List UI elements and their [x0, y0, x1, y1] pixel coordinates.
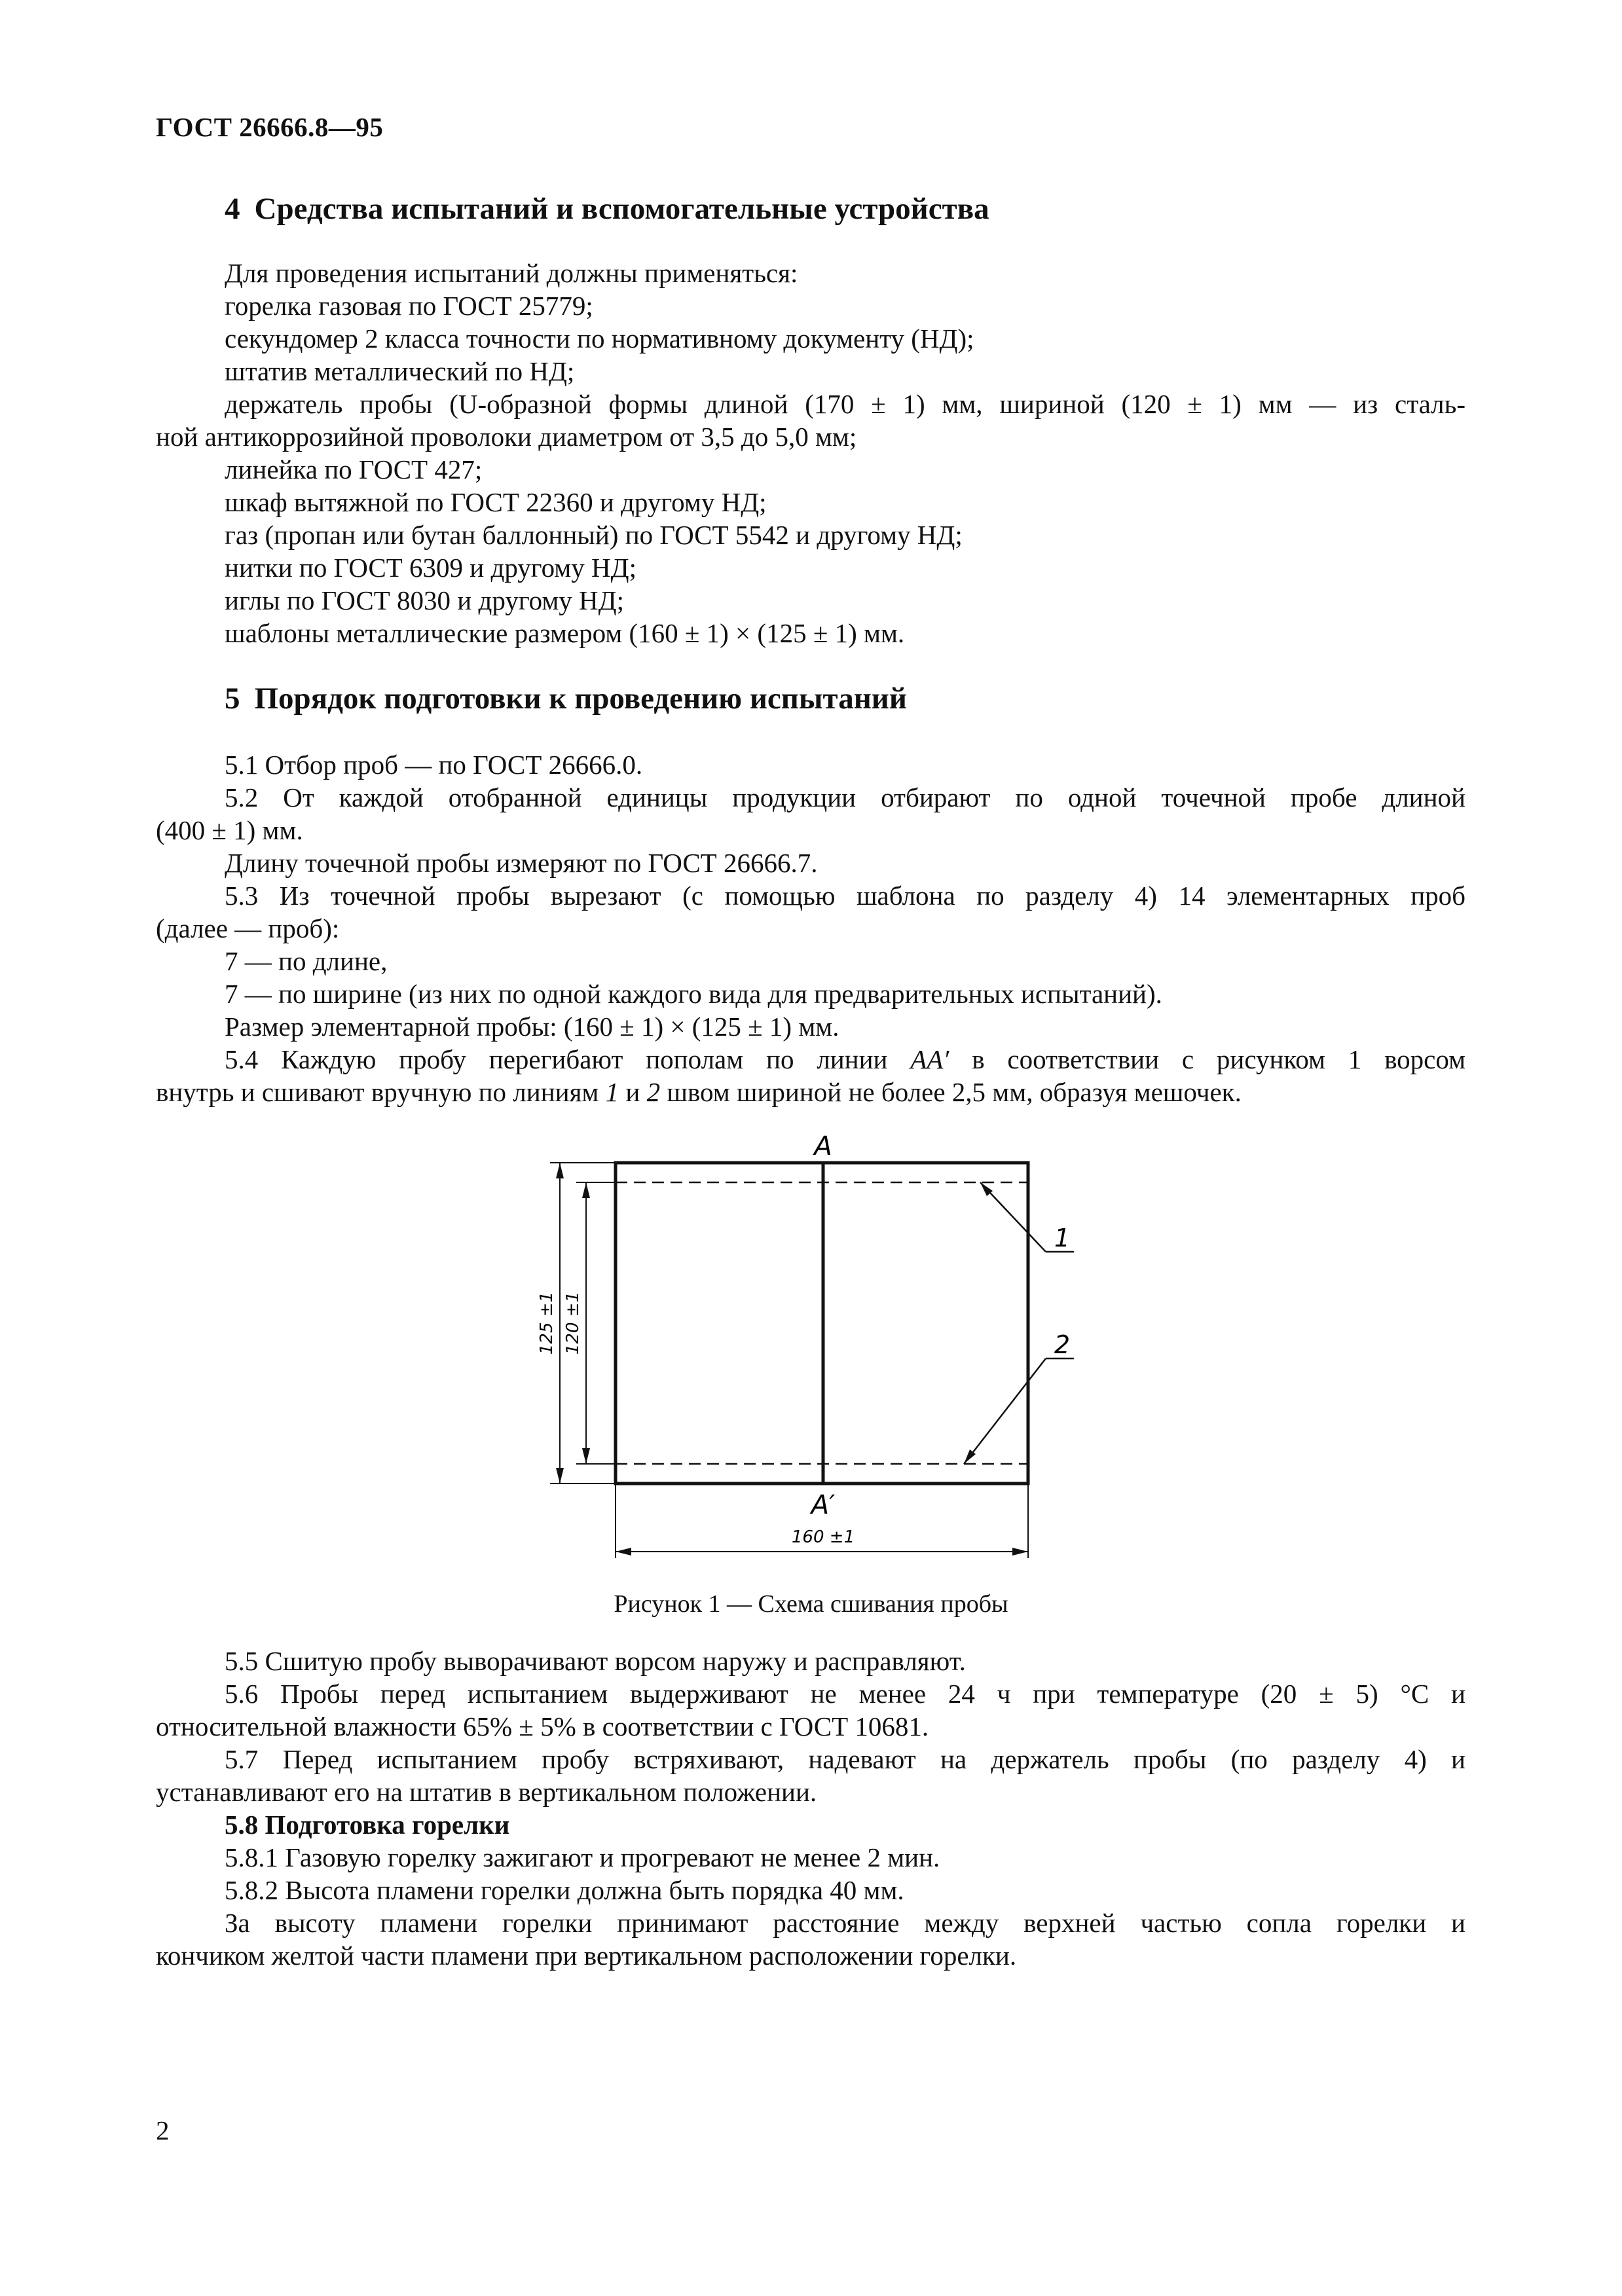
- paragraph: 5.5 Сшитую пробу выворачивают ворсом наружу и расправляют.: [225, 1646, 966, 1676]
- list-item: штатив металлический по НД;: [225, 356, 575, 386]
- label-dim-inner: 120 ±1: [563, 1291, 583, 1355]
- paragraph: 5.8.2 Высота пламени горелки должна быть порядка 40 мм.: [225, 1875, 904, 1905]
- callout-1-label: 1: [1054, 1224, 1071, 1252]
- section-title: Порядок подготовки к проведению испытаний: [254, 682, 907, 716]
- section-number: 4: [225, 192, 240, 226]
- subsection-heading: 5.8 Подготовка горелки: [225, 1810, 510, 1840]
- list-item: иглы по ГОСТ 8030 и другому НД;: [225, 585, 624, 615]
- document-header: ГОСТ 26666.8—95: [156, 112, 384, 142]
- paragraph: кончиком желтой части пламени при вертикальном расположении горелки.: [156, 1941, 1017, 1971]
- callout-2-leader: [964, 1358, 1046, 1464]
- list-item: ной антикоррозийной проволоки диаметром от 3,5 до 5,0 мм;: [156, 422, 857, 452]
- list-item: шкаф вытяжной по ГОСТ 22360 и другому НД;: [225, 487, 767, 517]
- text-run: и: [625, 1077, 640, 1107]
- paragraph: Для проведения испытаний должны применяться:: [225, 258, 798, 288]
- paragraph: За высоту пламени горелки принимают расстояние между верхней частью сопла горелки и: [225, 1908, 1465, 1938]
- list-item: секундомер 2 класса точности по нормативному документу (НД);: [225, 323, 974, 354]
- paragraph: (далее — проб):: [156, 913, 340, 943]
- paragraph: 5.7 Перед испытанием пробу встряхивают, надевают на держатель пробы (по разделу 4) и: [225, 1744, 1465, 1774]
- list-item: держатель пробы (U-образной формы длиной (170 ± 1) мм, шириной (120 ± 1) мм — из сталь-: [225, 389, 1465, 419]
- list-item: линейка по ГОСТ 427;: [225, 454, 483, 484]
- label-a-bottom: A′: [811, 1490, 836, 1520]
- paragraph: 5.3 Из точечной пробы вырезают (с помощью шаблона по разделу 4) 14 элементарных проб: [225, 881, 1465, 911]
- section-5-body-continued: [156, 1645, 1465, 1972]
- list-item: горелка газовая по ГОСТ 25779;: [225, 291, 593, 321]
- paragraph: Размер элементарной пробы: (160 ± 1) × (125 ± 1) мм.: [225, 1011, 839, 1042]
- paragraph: (400 ± 1) мм.: [156, 815, 303, 845]
- section-title: Средства испытаний и вспомогательные устройства: [254, 192, 989, 226]
- paragraph: 5.1 Отбор проб — по ГОСТ 26666.0.: [225, 750, 643, 780]
- text-run: швом шириной не более 2,5 мм, образуя мешочек.: [667, 1077, 1242, 1107]
- callout-2-label: 2: [1054, 1330, 1071, 1359]
- list-item: нитки по ГОСТ 6309 и другому НД;: [225, 553, 636, 583]
- paragraph: 5.2 От каждой отобранной единицы продукции отбирают по одной точечной пробе длиной: [225, 782, 1465, 812]
- paragraph: 5.8.1 Газовую горелку зажигают и прогревают не менее 2 мин.: [225, 1842, 940, 1872]
- label-a-top: A: [814, 1131, 832, 1161]
- list-item: газ (пропан или бутан баллонный) по ГОСТ 5542 и другому НД;: [225, 520, 963, 550]
- label-dim-width: 160 ±1: [791, 1527, 855, 1547]
- line-label-ref: АА′: [910, 1044, 949, 1074]
- text-run: в соответствии с рисунком 1 ворсом: [972, 1044, 1466, 1074]
- line-ref-1: 1: [605, 1077, 619, 1107]
- text-run: внутрь и сшивают вручную по линиям: [156, 1077, 599, 1107]
- paragraph: Длину точечной пробы измеряют по ГОСТ 26666.7.: [225, 848, 818, 878]
- paragraph: относительной влажности 65% ± 5% в соответствии с ГОСТ 10681.: [156, 1711, 929, 1741]
- list-item: шаблоны металлические размером (160 ± 1) × (125 ± 1) мм.: [225, 618, 905, 648]
- paragraph: устанавливают его на штатив в вертикальном положении.: [156, 1777, 817, 1807]
- figure-caption: Рисунок 1 — Схема сшивания пробы: [614, 1590, 1008, 1618]
- label-dim-outer: 125 ±1: [537, 1291, 557, 1355]
- page-number: 2: [156, 2115, 170, 2145]
- line-ref-2: 2: [646, 1077, 661, 1107]
- text-run: 5.4 Каждую пробу перегибают пополам по линии: [225, 1044, 888, 1074]
- paragraph: 7 — по ширине (из них по одной каждого вида для предварительных испытаний).: [225, 979, 1162, 1009]
- section-number: 5: [225, 682, 240, 716]
- paragraph: 5.6 Пробы перед испытанием выдерживают не менее 24 ч при температуре (20 ± 5) °С и: [225, 1679, 1465, 1709]
- paragraph: 7 — по длине,: [225, 946, 388, 976]
